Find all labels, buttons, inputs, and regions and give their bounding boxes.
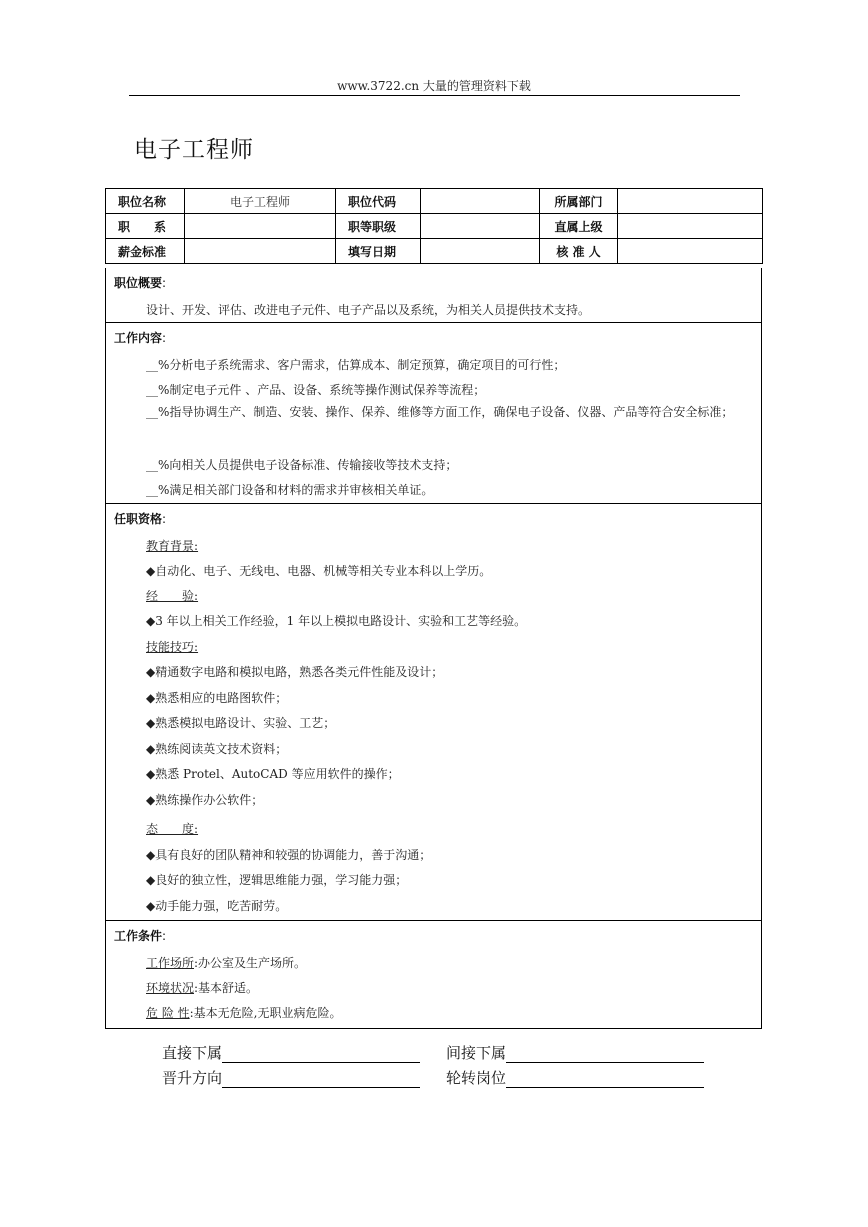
- list-item: ◆熟悉 Protel、AutoCAD 等应用软件的操作；: [146, 767, 400, 781]
- position-name-label: 职位名称: [106, 189, 185, 214]
- approver-label: 核 准 人: [540, 239, 618, 264]
- rotation-blank[interactable]: [506, 1071, 704, 1088]
- qualifications-section: [105, 504, 762, 921]
- position-code-label: 职位代码: [336, 189, 421, 214]
- department-label: 所属部门: [540, 189, 618, 214]
- list-item: __%向相关人员提供电子设备标准、传输接收等技术支持；: [146, 458, 458, 472]
- header-site-text: www.3722.cn 大量的管理资料下载: [337, 79, 531, 93]
- table-row: [106, 239, 763, 264]
- promotion-label: 晋升方向: [162, 1069, 223, 1087]
- hazard-label: 危 险 性: [146, 1006, 190, 1020]
- approver-value: [618, 239, 763, 264]
- indirect-subordinate-blank[interactable]: [506, 1046, 704, 1063]
- header-divider: [129, 95, 740, 96]
- list-item: ◆熟练操作办公软件；: [146, 793, 264, 807]
- superior-label: 直属上级: [540, 214, 618, 239]
- workplace-row: [146, 954, 306, 971]
- attitude-label: 态 度:: [146, 822, 199, 836]
- grade-value: [421, 214, 540, 239]
- list-item: ◆自动化、电子、无线电、电器、机械等相关专业本科以上学历。: [146, 564, 492, 578]
- indirect-subordinate-label: 间接下属: [446, 1044, 507, 1062]
- hazard-row: [146, 1004, 342, 1021]
- direct-subordinate-field: [162, 1042, 420, 1063]
- list-item: ◆具有良好的团队精神和较强的协调能力，善于沟通；: [146, 848, 432, 862]
- list-item: __%满足相关部门设备和材料的需求并审核相关单证。: [146, 483, 434, 497]
- education-label: 教育背景:: [146, 539, 199, 553]
- table-row: [106, 189, 763, 214]
- list-item: __%分析电子系统需求、客户需求，估算成本、制定预算，确定项目的可行性；: [146, 358, 566, 372]
- direct-subordinate-label: 直接下属: [162, 1044, 223, 1062]
- table-row: [106, 214, 763, 239]
- grade-label: 职等职级: [336, 214, 421, 239]
- overview-section: [105, 268, 762, 323]
- environment-value: :基本舒适。: [194, 981, 259, 995]
- duties-heading: 工作内容:: [114, 331, 167, 345]
- overview-heading: 职位概要:: [114, 276, 167, 290]
- position-name-value: 电子工程师: [185, 189, 336, 214]
- environment-label: 环境状况: [146, 981, 195, 995]
- position-code-value: [421, 189, 540, 214]
- list-item: __%指导协调生产、制造、安装、操作、保养、维修等方面工作，确保电子设备、仪器、产品等符合安全标准；: [146, 405, 734, 419]
- direct-subordinate-blank[interactable]: [222, 1046, 420, 1063]
- series-value: [185, 214, 336, 239]
- promotion-field: [162, 1067, 420, 1088]
- rotation-label: 轮转岗位: [446, 1069, 507, 1087]
- overview-text: 设计、开发、评估、改进电子元件、电子产品以及系统，为相关人员提供技术支持。: [146, 303, 591, 317]
- experience-label: 经 验:: [146, 589, 199, 603]
- salary-value: [185, 239, 336, 264]
- conditions-heading: 工作条件:: [114, 929, 167, 943]
- hazard-value: :基本无危险,无职业病危险。: [189, 1006, 342, 1020]
- date-label: 填写日期: [336, 239, 421, 264]
- list-item: ◆3 年以上相关工作经验，1 年以上模拟电路设计、实验和工艺等经验。: [146, 614, 527, 628]
- indirect-subordinate-field: [446, 1042, 704, 1063]
- environment-row: [146, 979, 258, 996]
- workplace-label: 工作场所: [146, 956, 195, 970]
- rotation-field: [446, 1067, 704, 1088]
- list-item: ◆熟悉相应的电路图软件；: [146, 691, 288, 705]
- list-item: ◆熟悉模拟电路设计、实验、工艺；: [146, 716, 336, 730]
- superior-value: [618, 214, 763, 239]
- skills-label: 技能技巧:: [146, 640, 199, 654]
- department-value: [618, 189, 763, 214]
- qualifications-heading: 任职资格:: [114, 512, 167, 526]
- list-item: ◆精通数字电路和模拟电路，熟悉各类元件性能及设计；: [146, 665, 444, 679]
- job-info-table: [105, 188, 763, 264]
- duties-section: [105, 323, 762, 504]
- list-item: ◆良好的独立性，逻辑思维能力强，学习能力强；: [146, 873, 408, 887]
- series-label: 职 系: [106, 214, 185, 239]
- list-item: ◆熟练阅读英文技术资料；: [146, 742, 288, 756]
- conditions-section: [105, 921, 762, 1029]
- page-title: 电子工程师: [134, 137, 254, 163]
- workplace-value: :办公室及生产场所。: [194, 956, 307, 970]
- list-item: ◆动手能力强，吃苦耐劳。: [146, 899, 288, 913]
- date-value: [421, 239, 540, 264]
- list-item: __%制定电子元件 、产品、设备、系统等操作测试保养等流程；: [146, 383, 486, 397]
- promotion-blank[interactable]: [222, 1071, 420, 1088]
- salary-label: 薪金标准: [106, 239, 185, 264]
